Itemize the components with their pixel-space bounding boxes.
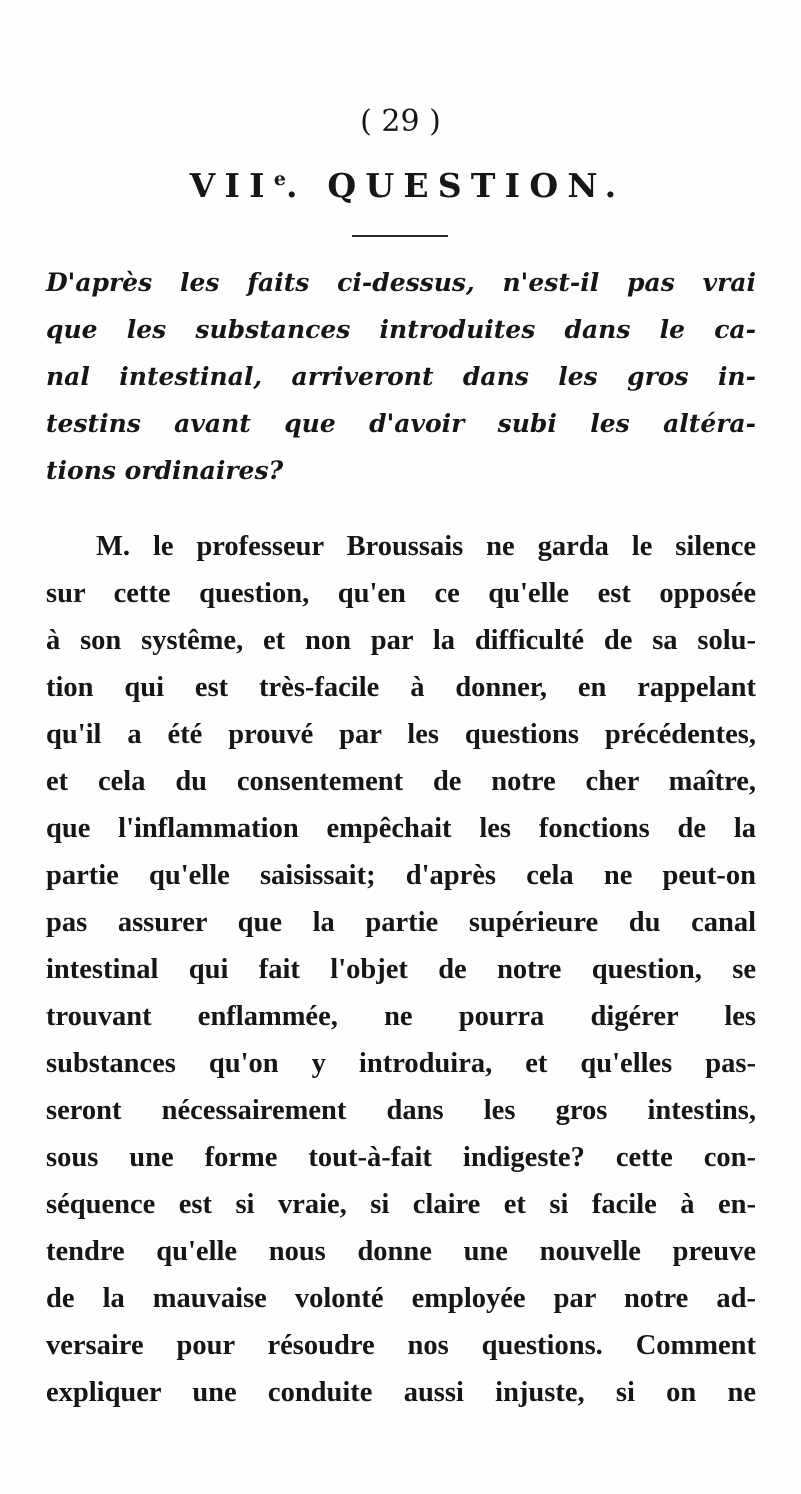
question-number: VII xyxy=(189,166,274,205)
question-line: testins avant que d'avoir subi les altéra- xyxy=(46,409,756,438)
body-line: pas assurer que la partie supérieure du canal xyxy=(46,907,756,938)
separator-rule xyxy=(352,235,448,237)
body-line: de la mauvaise volonté employée par notre ad- xyxy=(46,1283,756,1314)
body-line: intestinal qui fait l'objet de notre question, se xyxy=(46,954,756,985)
body-line: partie qu'elle saisissait; d'après cela ne peut-on xyxy=(46,860,756,891)
question-word: . QUESTION. xyxy=(285,166,626,205)
body-line: tendre qu'elle nous donne une nouvelle preuve xyxy=(46,1236,756,1267)
question-line: nal intestinal, arriveront dans les gros in- xyxy=(46,362,756,391)
ordinal-suffix: e xyxy=(273,168,286,190)
body-line: séquence est si vraie, si claire et si facile à en- xyxy=(46,1189,756,1220)
body-line: que l'inflammation empêchait les fonctions de la xyxy=(46,813,756,844)
body-line: substances qu'on y introduira, et qu'elles pas- xyxy=(46,1048,756,1079)
body-line: tion qui est très-facile à donner, en rappelant xyxy=(46,672,756,703)
body-line: et cela du consentement de notre cher maître, xyxy=(46,766,756,797)
question-heading xyxy=(0,157,801,208)
body-line: à son systême, et non par la difficulté de sa solu- xyxy=(46,625,756,656)
body-line: sur cette question, qu'en ce qu'elle est opposée xyxy=(46,578,756,609)
question-line: tions ordinaires? xyxy=(46,456,284,485)
page-number: ( 29 ) xyxy=(360,104,441,139)
body-line: expliquer une conduite aussi injuste, si on ne xyxy=(46,1377,756,1408)
body-line: seront nécessairement dans les gros intestins, xyxy=(46,1095,756,1126)
body-line: M. le professeur Broussais ne garda le silence xyxy=(96,531,756,562)
question-line: que les substances introduites dans le ca- xyxy=(46,315,756,344)
question-line: D'après les faits ci-dessus, n'est-il pas vrai xyxy=(46,268,756,297)
body-line: sous une forme tout-à-fait indigeste? cette con- xyxy=(46,1142,756,1173)
body-line: qu'il a été prouvé par les questions précédentes, xyxy=(46,719,756,750)
body-line: versaire pour résoudre nos questions. Comment xyxy=(46,1330,756,1361)
body-line: trouvant enflammée, ne pourra digérer les xyxy=(46,1001,756,1032)
